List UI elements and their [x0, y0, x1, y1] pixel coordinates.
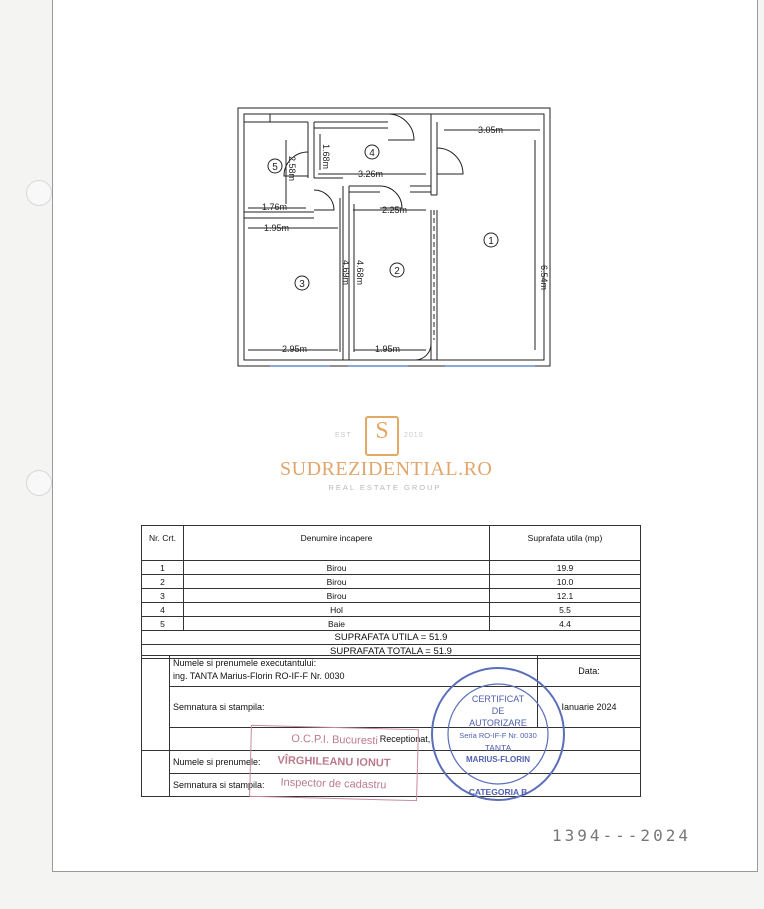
logo-est: EST [335, 432, 352, 439]
table-row [142, 589, 641, 603]
table-header-row [142, 526, 641, 561]
row-area: 19.9 [490, 561, 641, 575]
stamp-text-2: DE [491, 706, 505, 716]
dim-room4-length: 1.68m [321, 144, 331, 170]
executant-label: Numele si prenumele executantului: [173, 658, 317, 668]
table-row [142, 603, 641, 617]
ocpi-stamp-line2: VÎRGHILEANU IONUT [277, 754, 391, 770]
dim-room1-width: 3.05m [478, 125, 504, 135]
table-row [142, 561, 641, 575]
floor-plan [230, 100, 560, 380]
dim-room2-length: 4.68m [355, 260, 365, 286]
room-number: 5 [272, 162, 278, 173]
dim-room1-length: 6.54m [539, 265, 549, 291]
row-name: Birou [184, 589, 490, 603]
stamp-text-6: MARIUS-FLORIN [466, 755, 530, 764]
stamp-text-1: CERTIFICAT [471, 694, 525, 704]
data-label: Data: [538, 656, 641, 687]
suprafata-totala: SUPRAFATA TOTALA = 51.9 [142, 645, 641, 659]
dim-room5-width: 1.76m [262, 202, 288, 212]
stamp-text-3: AUTORIZARE [469, 718, 527, 728]
blank-cell [142, 656, 170, 751]
header-nr: Nr. Crt. [142, 526, 184, 561]
ocpi-stamp-line1: O.C.P.I. Bucuresti [291, 732, 379, 748]
dim-room3-length: 4.69m [341, 260, 351, 286]
semnatura2-label: Semnatura si stampila: [170, 774, 641, 797]
total-utila-row [142, 631, 641, 645]
row-nr: 3 [142, 589, 184, 603]
receptionat-label: Receptionat, [170, 728, 641, 751]
row-name: Birou [184, 561, 490, 575]
dim-room3-width: 1.95m [264, 223, 290, 233]
ocpi-stamp [249, 725, 419, 801]
row-area: 12.1 [490, 589, 641, 603]
authorization-stamp [428, 664, 568, 804]
table-row [142, 575, 641, 589]
logo-subtitle: REAL ESTATE GROUP [328, 483, 442, 492]
watermark-logo [280, 412, 493, 496]
ocpi-stamp-line3: Inspector de cadastru [280, 776, 387, 792]
dim-room2-width: 2.25m [382, 205, 408, 215]
dim-room3-bottom: 2.95m [282, 344, 308, 354]
stamp-text-bottom: CATEGORIA B [468, 787, 528, 797]
header-name: Denumire incapere [184, 526, 490, 561]
rooms-table [141, 525, 641, 659]
room-number: 1 [488, 236, 494, 247]
numele-label: Numele si prenumele: [170, 751, 641, 774]
logo-year: 2010 [404, 432, 424, 439]
row-nr: 4 [142, 603, 184, 617]
executant-name: ing. TANTA Marius-Florin RO-IF-F Nr. 0030 [173, 671, 345, 681]
dim-room4-width: 3.26m [358, 169, 384, 179]
semnatura-label: Semnatura si stampila: [170, 687, 538, 728]
row-area: 5.5 [490, 603, 641, 617]
room-number: 4 [369, 148, 375, 159]
row-nr: 2 [142, 575, 184, 589]
row-name: Baie [184, 617, 490, 631]
room-number: 3 [299, 279, 305, 290]
table-row [142, 617, 641, 631]
row-area: 4.4 [490, 617, 641, 631]
logo-s-icon: S [375, 418, 389, 444]
dim-room5-length: 2.58m [287, 156, 297, 182]
stamp-text-5: TANTA [484, 743, 512, 753]
suprafata-utila: SUPRAFATA UTILA = 51.9 [142, 631, 641, 645]
header-area: Suprafata utila (mp) [490, 526, 641, 561]
blank-cell [142, 751, 170, 797]
logo-name: SUDREZIDENTIAL.RO [280, 458, 493, 480]
data-value: Ianuarie 2024 [538, 687, 641, 728]
room-number: 2 [394, 266, 400, 277]
row-area: 10.0 [490, 575, 641, 589]
stamp-text-4: Seria RO-IF-F Nr. 0030 [459, 731, 537, 740]
registration-number: 1394---2024 [552, 826, 691, 845]
binder-hole [26, 180, 52, 206]
binder-hole [26, 470, 52, 496]
row-nr: 5 [142, 617, 184, 631]
dim-room2-bottom: 1.95m [375, 344, 401, 354]
row-nr: 1 [142, 561, 184, 575]
row-name: Hol [184, 603, 490, 617]
row-name: Birou [184, 575, 490, 589]
